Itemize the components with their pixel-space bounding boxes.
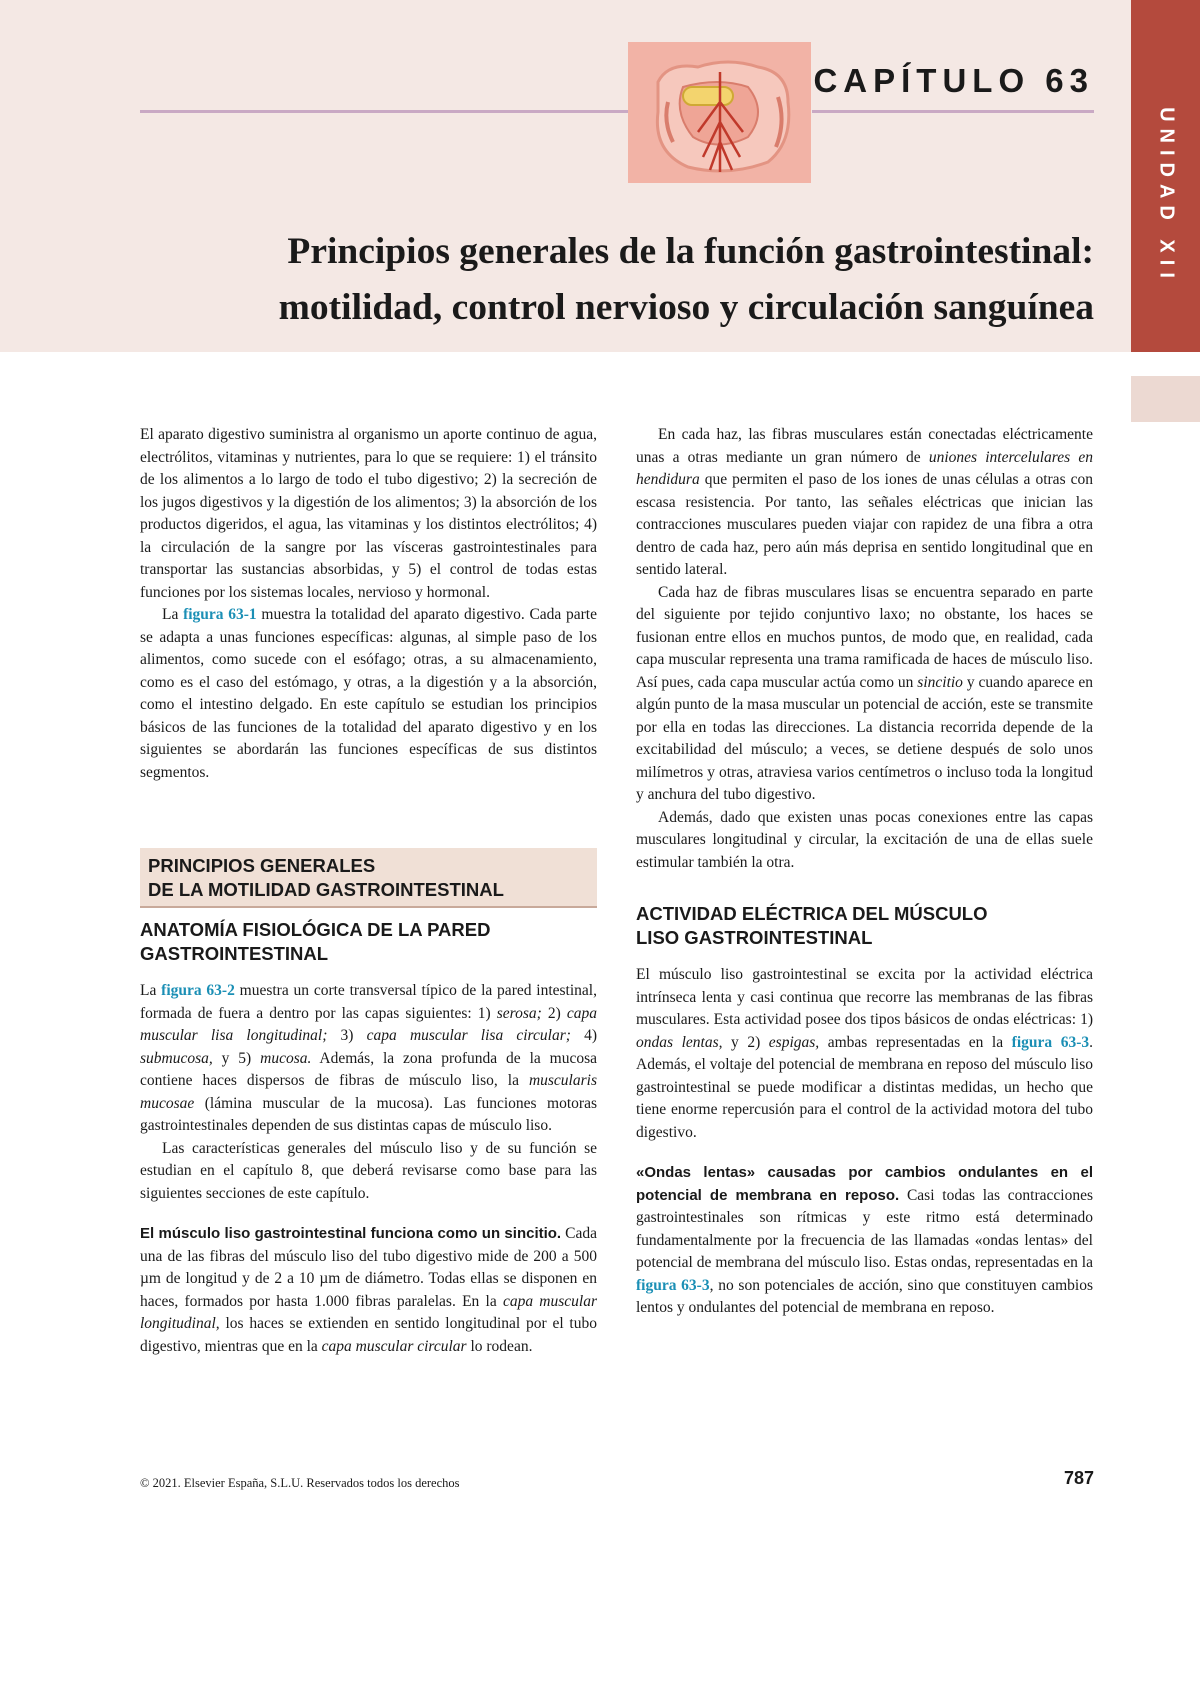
chapter-title [160,224,1094,336]
header-rule-right [812,110,1094,113]
paragraph-gap-junctions: En cada haz, las fibras musculares están conectadas eléctricamente unas a otras mediante un gran número de uniones intercelulares en hendidura que permiten el paso de los iones de unas células a otras con escasa resistencia. Por tanto, las señales eléctricas que inician las contracciones musculares pueden viajar con rapidez de una fibra a otra dentro de cada haz, pero aún más deprisa en sentido longitudinal que en sentido lateral. [636,426,1093,578]
paragraph-chapter-8-reference: Las características generales del músculo liso y de su función se estudian en el capítulo 8, que deberá revisarse como base para las siguientes secciones de este capítulo. [140,1139,597,1202]
chapter-title-line-2: motilidad, control nervioso y circulación sanguínea [278,287,1094,328]
unit-side-tab-label: UNIDAD XII [1155,107,1177,285]
runin-heading-slow-waves: «Ondas lentas» causadas por cambios ondulantes en el potencial de membrana en reposo. [636,1164,1093,1204]
paragraph-figure-63-1: La figura 63-1 muestra la totalidad del aparato digestivo. Cada parte se adapta a unas funciones específicas: algunas, al simple paso de los alimentos, como sucede con el esófago; otras, a su almacenamiento, como es el caso del estómago, y otras, a la digestión y a la absorción, como el intestino delgado. En este capítulo se estudian los principios básicos de las funciones de la totalidad del aparato digestivo y en los siguientes se abordarán las funciones específicas de sus distintos segmentos. [140,606,597,781]
section-heading: PRINCIPIOS GENERALES DE LA MOTILIDAD GASTROINTESTINAL [148,855,504,900]
page-number: 787 [1063,1468,1094,1488]
subheading-electrical-activity: ACTIVIDAD ELÉCTRICA DEL MÚSCULO LISO GASTROINTESTINAL [636,903,988,948]
paragraph-muscle-bundles: Cada haz de fibras musculares lisas se encuentra separado en parte del siguiente por tejido conjuntivo laxo; no obstante, los haces se fusionan entre ellos en muchos puntos, de modo que, en realidad, cada capa muscular representa una trama ramificada de haces de músculo liso. Así pues, cada capa muscular actúa como un sincitio y cuando aparece en algún punto de la masa muscular un potencial de acción, este se transmite por ella en todas las direcciones. La distancia recorrida depende de la excitabilidad del músculo; a veces, se detiene después de solo unos milímetros y otras, atraviesa varios centímetros o incluso toda la longitud y anchura del tubo digestivo. [636,583,1094,803]
header-rule-left [140,110,630,113]
subheading-anatomy: ANATOMÍA FISIOLÓGICA DE LA PARED GASTROINTESTINAL [140,919,491,964]
figure-63-2-link[interactable]: figura 63-2 [161,982,235,999]
paragraph-slow-waves: «Ondas lentas» causadas por cambios ondulantes en el potencial de membrana en reposo. Casi todas las contracciones gastrointestinales son rítmicas y este ritmo está determinado fundamentalmente por la frecuencia de las llamadas «ondas lentas» del potencial de membrana del músculo liso. Estas ondas, representadas en la figura 63-3, no son potenciales de acción, sino que constituyen cambios lentos y ondulantes del potencial de membrana en reposo. [636,1164,1093,1316]
runin-heading-syncytium: El músculo liso gastrointestinal funciona como un sincitio. [140,1225,562,1242]
unit-side-tab [1131,0,1200,352]
side-tab-marker [1131,376,1200,422]
digestive-tract-illustration [628,42,811,183]
copyright-notice: © 2021. Elsevier España, S.L.U. Reservados todos los derechos [140,1476,460,1490]
paragraph-electrical-waves: El músculo liso gastrointestinal se excita por la actividad eléctrica intrínseca lenta y casi continua que recorre las membranas de las fibras musculares. Esta actividad posee dos tipos básicos de ondas eléctricas: 1) ondas lentas, y 2) espigas, ambas representadas en la figura 63-3. Además, el voltaje del potencial de membrana en reposo del músculo liso gastrointestinal se puede modificar a distintas medidas, un hecho que tiene enorme repercusión para el control de la actividad motora del tubo digestivo. [636,966,1093,1141]
section-heading-box [140,848,597,908]
right-column [636,424,1093,1320]
left-column [140,424,597,1358]
paragraph-layer-connections: Además, dado que existen unas pocas conexiones entre las capas musculares longitudinal y circular, la excitación de una de ellas suele estimular también la otra. [636,808,1093,871]
figure-63-3-link-2[interactable]: figura 63-3 [636,1276,710,1294]
chapter-number: CAPÍTULO 63 [813,62,1094,99]
intro-paragraph: El aparato digestivo suministra al organismo un aporte continuo de agua, electrólitos, vitaminas y nutrientes, para lo que se requiere: 1) el tránsito de los alimentos a lo largo de todo el tubo digestivo; 2) la secreción de los jugos digestivos y la digestión de los alimentos; 3) la absorción de los productos digeridos, el agua, las vitaminas y los distintos electrólitos; 4) la circulación de la sangre por las vísceras gastrointestinales para transportar las sustancias absorbidas, y 5) el control de todas estas funciones por los sistemas locales, nervioso y hormonal. [140,426,597,601]
figure-63-1-link[interactable]: figura 63-1 [183,606,257,623]
chapter-title-line-1: Principios generales de la función gastrointestinal: [287,231,1094,272]
paragraph-syncytium: El músculo liso gastrointestinal funciona como un sincitio. Cada una de las fibras del músculo liso del tubo digestivo mide de 200 a 500 µm de longitud y de 2 a 10 µm de diámetro. Todas ellas se disponen en haces, formados por hasta 1.000 fibras paralelas. En la capa muscular longitudinal, los haces se extienden en sentido longitudinal por el tubo digestivo, mientras que en la capa muscular circular lo rodean. [140,1225,597,1355]
figure-63-3-link[interactable]: figura 63-3 [1011,1033,1090,1051]
paragraph-wall-layers: La figura 63-2 muestra un corte transversal típico de la pared intestinal, formada de fuera a dentro por las capas siguientes: 1) serosa; 2) capa muscular lisa longitudinal; 3) capa muscular lisa circular; 4) submucosa, y 5) mucosa. Además, la zona profunda de la mucosa contiene haces dispersos de fibras de músculo liso, la muscularis mucosae (lámina muscular de la mucosa). Las funciones motoras gastrointestinales dependen de sus distintas capas de músculo liso. [140,982,597,1134]
